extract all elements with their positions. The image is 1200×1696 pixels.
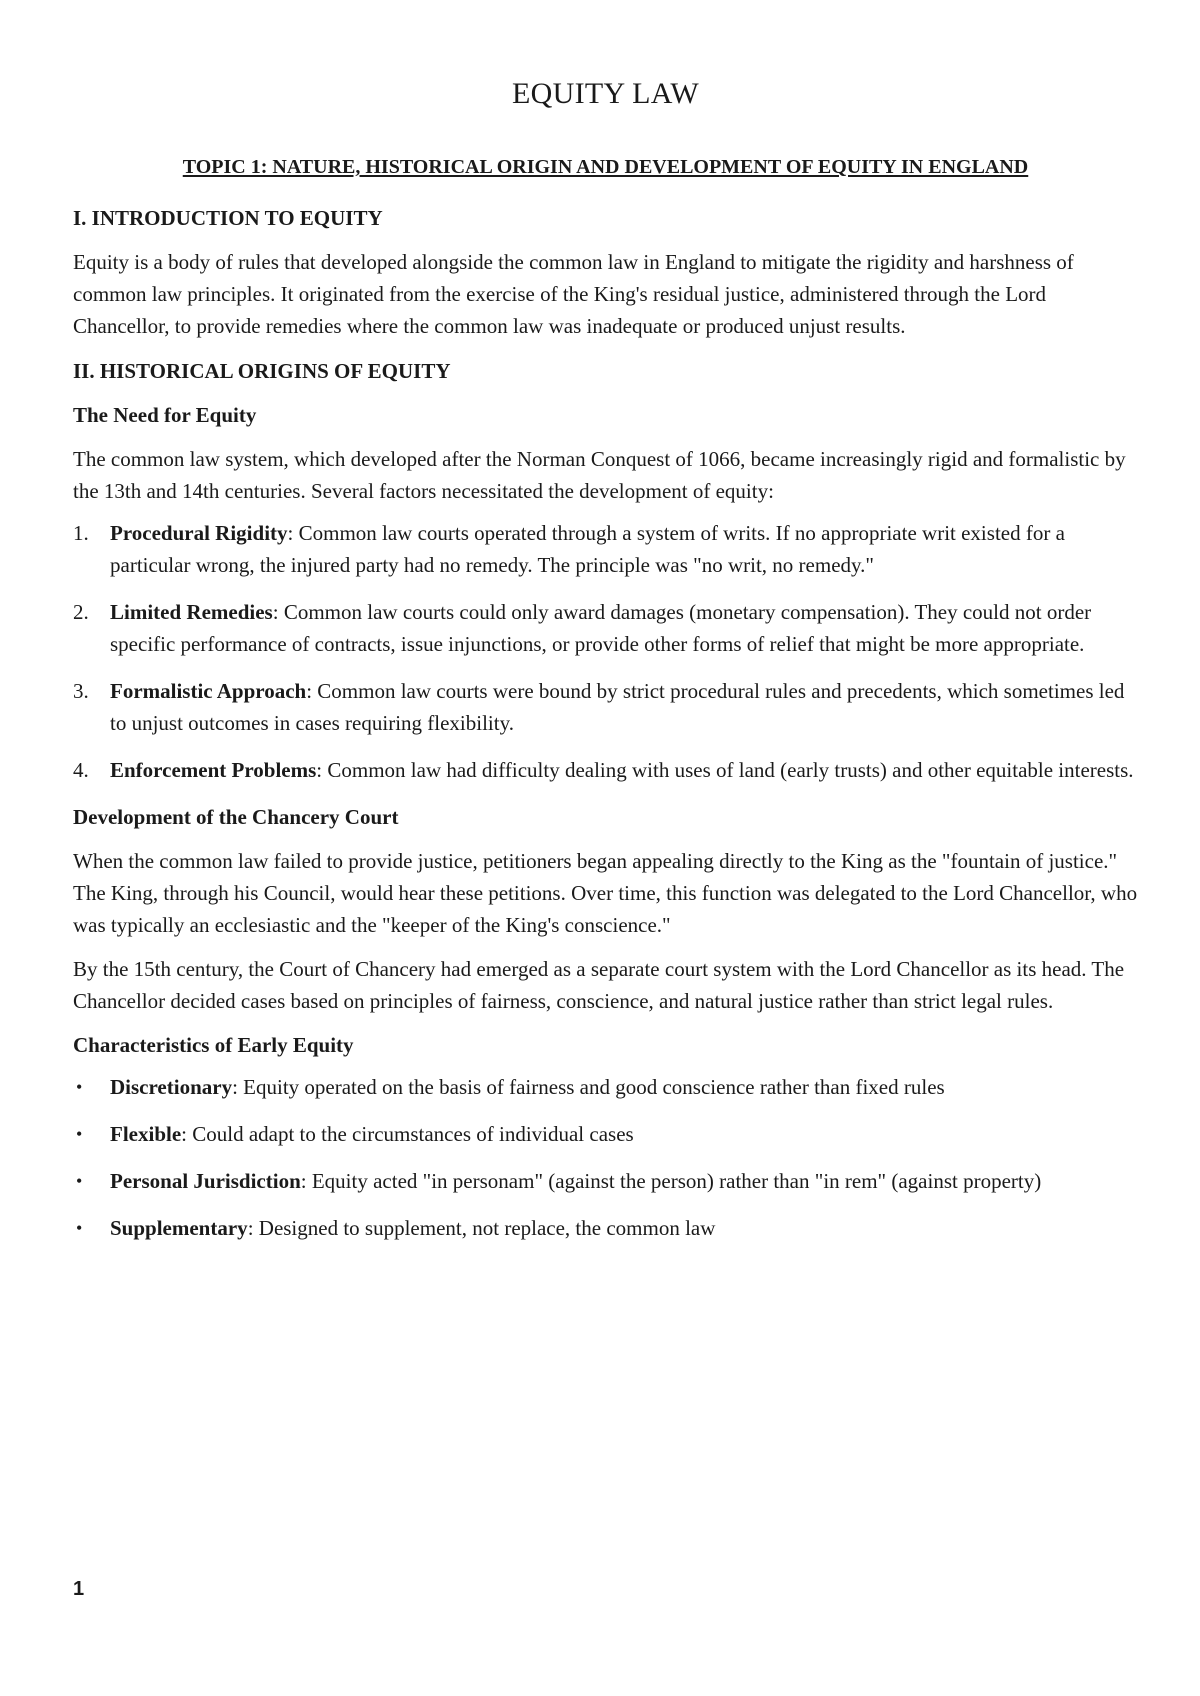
list-item-term: Supplementary (110, 1216, 248, 1240)
list-item-text: : Could adapt to the circumstances of individual cases (181, 1122, 634, 1146)
list-item-term: Limited Remedies (110, 600, 273, 624)
section-heading-introduction: I. INTRODUCTION TO EQUITY (73, 206, 383, 230)
list-item-term: Discretionary (110, 1075, 233, 1099)
list-item (73, 596, 1138, 660)
list-item (73, 1118, 1138, 1150)
list-item-term: Personal Jurisdiction (110, 1169, 301, 1193)
subheading-chancery-court: Development of the Chancery Court (73, 805, 399, 829)
document-title: EQUITY LAW (512, 77, 699, 110)
bullet-icon: • (76, 1218, 83, 1238)
characteristics-list (73, 1071, 1138, 1244)
list-item-text: : Common law courts were bound by strict procedural rules and precedents, which sometimes led to unjust outcomes in cases requiring flexibility. (110, 679, 1125, 735)
bullet-icon: • (76, 1124, 83, 1144)
list-item (73, 754, 1138, 786)
list-item-text: : Designed to supplement, not replace, the common law (247, 1216, 716, 1240)
list-number: 4. (73, 758, 89, 782)
list-number: 2. (73, 600, 89, 624)
list-item (73, 1071, 1138, 1103)
list-item-text: : Common law had difficulty dealing with uses of land (early trusts) and other equitable interests. (316, 758, 1134, 782)
list-item-text: : Equity acted "in personam" (against the person) rather than "in rem" (against property) (300, 1169, 1042, 1193)
bullet-icon: • (76, 1077, 83, 1097)
list-item-text: : Equity operated on the basis of fairness and good conscience rather than fixed rules (232, 1075, 945, 1099)
list-item-text: : Common law courts could only award damages (monetary compensation). They could not order specific performance of contracts, issue injunctions, or provide other forms of relief that might be more appropriate. (110, 600, 1092, 656)
need-paragraph: The common law system, which developed after the Norman Conquest of 1066, became increasingly rigid and formalistic by the 13th and 14th centuries. Several factors necessitated the development of equity: (73, 447, 1126, 503)
subheading-need-for-equity: The Need for Equity (73, 403, 257, 427)
list-item-term: Procedural Rigidity (110, 521, 288, 545)
introduction-paragraph: Equity is a body of rules that developed alongside the common law in England to mitigate the rigidity and harshness of common law principles. It originated from the exercise of the King's residual justice, administered through the Lord Chancellor, to provide remedies where the common law was inadequate or produced unjust results. (73, 250, 1074, 338)
list-item (73, 1212, 1138, 1244)
chancery-paragraph-1: When the common law failed to provide justice, petitioners began appealing directly to the King as the "fountain of justice." The King, through his Council, would hear these petitions. Over time, this function was delegated to the Lord Chancellor, who was typically an ecclesiastic and the "keeper of the King's conscience." (73, 849, 1138, 937)
list-item (73, 517, 1138, 581)
list-number: 1. (73, 521, 89, 545)
list-item (73, 675, 1138, 739)
list-number: 3. (73, 679, 89, 703)
factors-list (73, 517, 1138, 786)
bullet-icon: • (76, 1171, 83, 1191)
chancery-paragraph-2: By the 15th century, the Court of Chancery had emerged as a separate court system with the Lord Chancellor as its head. The Chancellor decided cases based on principles of fairness, conscience, and natural justice rather than strict legal rules. (73, 957, 1125, 1013)
list-item-term: Formalistic Approach (110, 679, 307, 703)
list-item-term: Flexible (110, 1122, 182, 1146)
list-item (73, 1165, 1138, 1197)
page-number: 1 (73, 1578, 85, 1600)
list-item-text: : Common law courts operated through a system of writs. If no appropriate writ existed for a particular wrong, the injured party had no remedy. The principle was "no writ, no remedy." (110, 521, 1065, 577)
list-item-term: Enforcement Problems (110, 758, 317, 782)
subheading-characteristics: Characteristics of Early Equity (73, 1033, 354, 1057)
section-heading-historical-origins: II. HISTORICAL ORIGINS OF EQUITY (73, 359, 451, 383)
document-page (73, 0, 1138, 1259)
topic-heading: TOPIC 1: NATURE, HISTORICAL ORIGIN AND DEVELOPMENT OF EQUITY IN ENGLAND (182, 156, 1029, 178)
